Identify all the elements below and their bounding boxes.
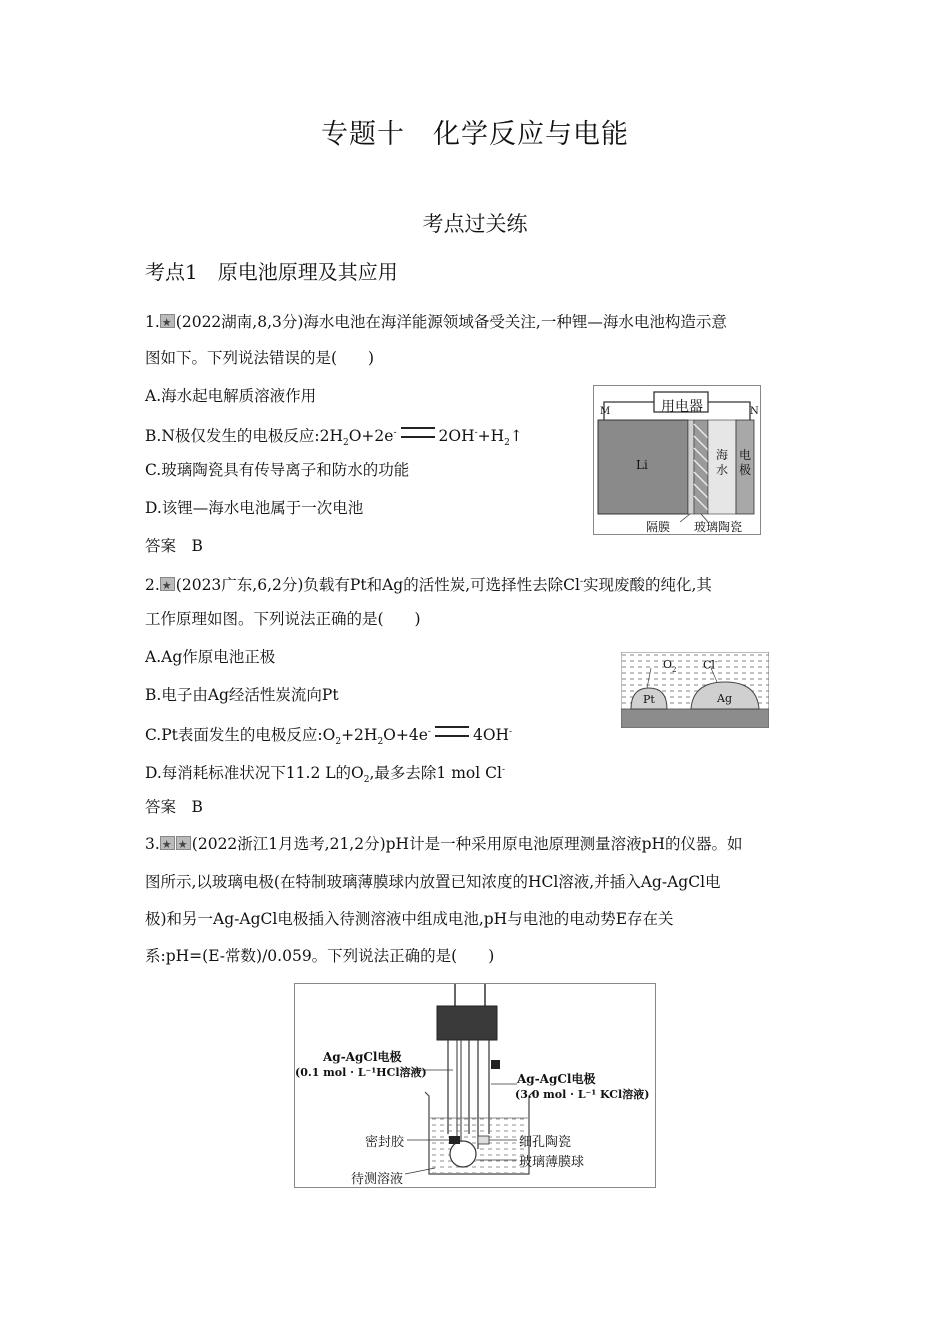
- electrode-label: 电极: [739, 448, 752, 477]
- q3-stem-line1: 3.★★ (2022浙江1月选考,21,2分)pH计是一种采用原电池原理测量溶液pH的仪器。如: [145, 833, 743, 855]
- q1-stem-line1: 1.★ (2022湖南,8,3分)海水电池在海洋能源领域备受关注,一种锂—海水电池构造示意: [145, 311, 727, 333]
- terminal-n-label: N: [750, 406, 759, 417]
- q1-option-d: D.该锂—海水电池属于一次电池: [145, 499, 364, 517]
- q2-stem-line1: 2.★ (2023广东,6,2分)负载有Pt和Ag的活性炭,可选择性去除Cl-实现废酸的纯化,其: [145, 571, 712, 596]
- q2-option-d: D.每消耗标准状况下11.2 L的$O_2$,最多去除1 mol Cl-: [145, 764, 505, 786]
- terminal-m-label: M: [600, 406, 611, 417]
- difficulty-star-icon: [160, 314, 175, 328]
- q2-stem-line2: 工作原理如图。下列说法正确的是( ): [145, 610, 421, 628]
- carbon-figure: [621, 652, 769, 728]
- test-solution-label: 待测溶液: [351, 1172, 404, 1187]
- q2-option-b: B.电子由Ag经活性炭流向Pt: [145, 686, 339, 704]
- left-electrode-solution-label: (0.1 mol · L⁻¹HCl溶液): [295, 1066, 427, 1079]
- difficulty-star-icon: [160, 577, 175, 591]
- oxygen-label: $O_2$: [663, 658, 677, 674]
- q1-option-c: C.玻璃陶瓷具有传导离子和防水的功能: [145, 461, 410, 479]
- difficulty-star-icon: [176, 836, 191, 850]
- q3-stem-line3: 极)和另一Ag-AgCl电极插入待测溶液中组成电池,pH与电池的电动势E存在关: [145, 910, 674, 928]
- pt-label: Pt: [643, 693, 655, 706]
- q3-stem-line4: 系:pH=(E-常数)/0.059。下列说法正确的是( ): [145, 947, 495, 965]
- page-title: 专题十 化学反应与电能: [321, 119, 629, 150]
- right-electrode-label: Ag-AgCl电极: [517, 1072, 596, 1086]
- q2-option-a: A.Ag作原电池正极: [145, 648, 276, 666]
- porous-ceramic-label: 细孔陶瓷: [519, 1135, 572, 1150]
- page-subtitle: 考点过关练: [422, 212, 528, 236]
- q1-option-b: B.N极仅发生的电极反应$:2H_2O+2e^-$ $2OH^-+H_2↑$: [145, 427, 523, 449]
- ag-label: Ag: [717, 692, 732, 705]
- seawater-label: 海水: [716, 448, 729, 477]
- q3-stem-line2: 图所示,以玻璃电极(在特制玻璃薄膜球内放置已知浓度的HCl溶液,并插入Ag-AgCl电: [145, 873, 721, 891]
- seal-label: 密封胶: [365, 1135, 405, 1150]
- equal-sign-icon: [401, 427, 435, 438]
- right-electrode-solution-label: (3.0 mol · L⁻¹ KCl溶液): [515, 1088, 650, 1101]
- lithium-label: Li: [636, 458, 648, 472]
- membrane-label: 隔膜: [646, 520, 671, 534]
- q2-option-c: C.Pt表面发生的电极反应$:O_2+2H_2O+4e^-$ 4OH-: [145, 726, 513, 748]
- ph-meter-figure: [294, 983, 656, 1188]
- q1-stem-line2: 图如下。下列说法错误的是( ): [145, 349, 375, 367]
- q2-answer: 答案 B: [145, 798, 203, 816]
- ceramic-label: 玻璃陶瓷: [694, 520, 743, 534]
- q1-answer: 答案 B: [145, 537, 203, 555]
- battery-figure: [593, 385, 761, 535]
- equal-sign-icon: [435, 726, 469, 737]
- glass-bulb-label: 玻璃薄膜球: [519, 1155, 585, 1170]
- difficulty-star-icon: [160, 836, 175, 850]
- chloride-label: Cl-: [703, 658, 718, 672]
- left-electrode-label: Ag-AgCl电极: [323, 1050, 402, 1064]
- q1-option-a: A.海水起电解质溶液作用: [145, 387, 317, 405]
- device-label: 用电器: [661, 399, 703, 415]
- section-heading: 考点1 原电池原理及其应用: [145, 260, 398, 284]
